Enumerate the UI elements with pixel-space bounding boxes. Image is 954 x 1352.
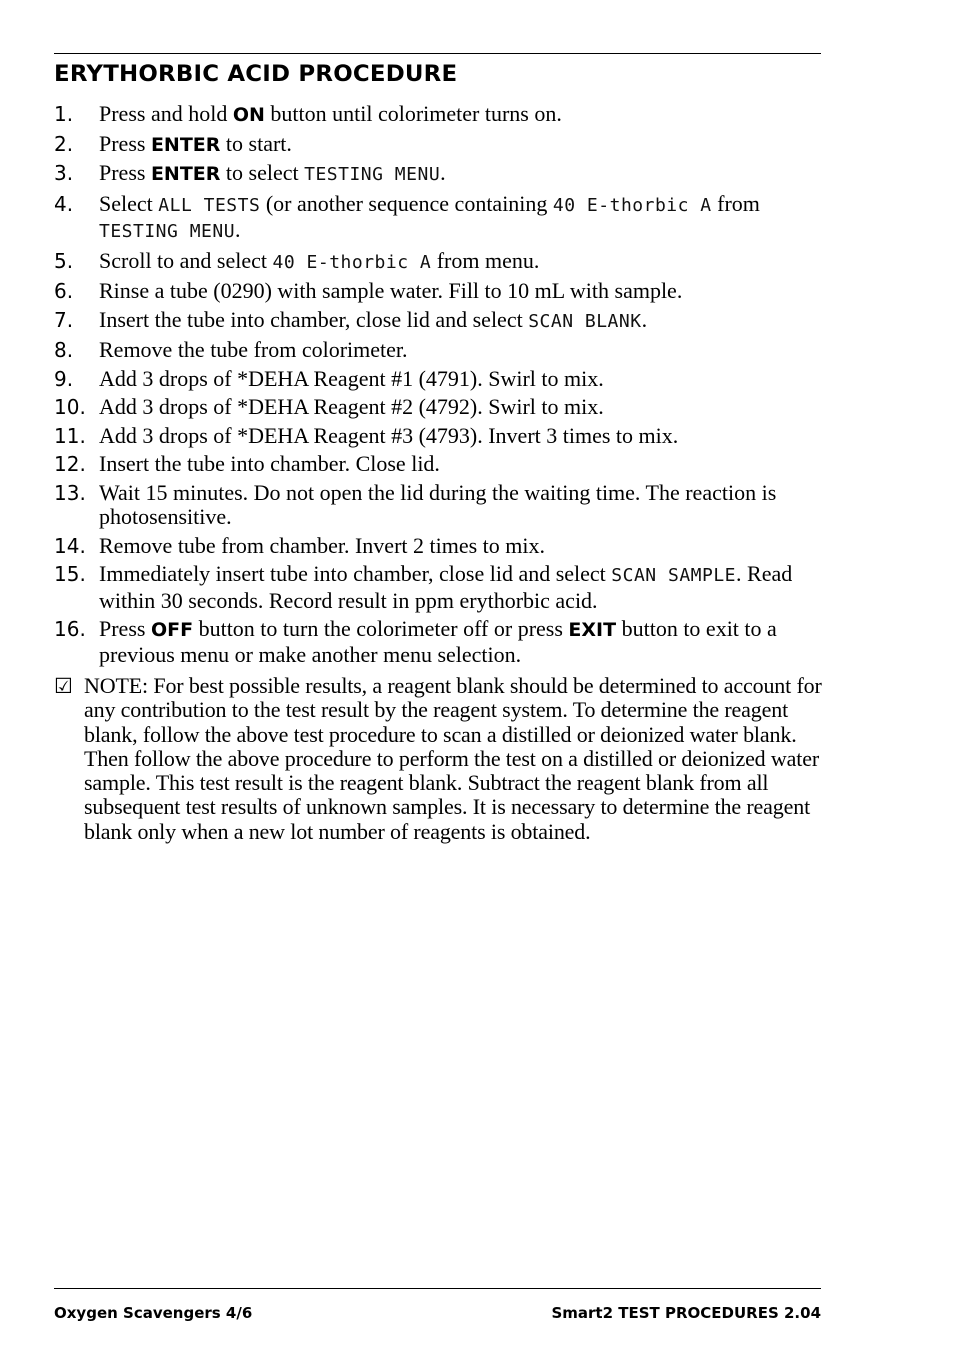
keyword-enter: ENTER (150, 133, 221, 156)
step-3 (54, 159, 824, 190)
step-number: 9. (54, 366, 74, 391)
step-text: Wait 15 minutes. Do not open the lid during the waiting time. The reaction is photosensitive. (99, 479, 777, 529)
step-text: Select ALL TESTS (or another sequence containing 40 E-thorbic A from TESTING MENU. (99, 190, 760, 242)
display-text: 40 E-thorbic A (552, 194, 712, 216)
step-text: Press OFF button to turn the colorimeter off or press EXIT button to exit to a previous menu or make another menu selection. (99, 616, 777, 667)
top-rule (54, 53, 821, 54)
step-text: Add 3 drops of *DEHA Reagent #3 (4793). Invert 3 times to mix. (99, 422, 679, 448)
keyword-enter: ENTER (150, 163, 221, 185)
step-9 (54, 365, 824, 394)
step-text: Scroll to and select 40 E-thorbic A from menu. (99, 247, 540, 273)
display-text: TESTING MENU (304, 164, 441, 185)
step-number: 14. (54, 533, 86, 558)
step-12 (54, 450, 824, 479)
step-6 (54, 277, 824, 306)
checkbox-icon: ☑ (54, 674, 73, 698)
step-text: Press ENTER to start. (99, 130, 292, 156)
step-14 (54, 532, 824, 561)
display-text: ALL TESTS (158, 194, 261, 216)
step-number: 2. (54, 131, 74, 156)
step-5 (54, 247, 824, 278)
step-number: 15. (54, 562, 86, 586)
step-number: 6. (54, 279, 74, 303)
step-number: 5. (54, 248, 74, 273)
footer-document-label: Smart2 TEST PROCEDURES 2.04 (551, 1304, 821, 1322)
keyword-off: OFF (150, 619, 194, 641)
step-number: 13. (54, 480, 86, 505)
step-text: Press and hold ON button until colorimeter turns on. (99, 101, 562, 126)
step-number: 3. (54, 161, 74, 185)
step-text: Add 3 drops of *DEHA Reagent #1 (4791). Swirl to mix. (99, 365, 604, 391)
step-15 (54, 560, 824, 615)
step-13 (54, 479, 824, 532)
step-2 (54, 130, 824, 160)
display-text: SCAN BLANK (528, 310, 642, 332)
step-text: Insert the tube into chamber. Close lid. (99, 451, 440, 476)
step-text: Rinse a tube (0290) with sample water. Fill to 10 mL with sample. (99, 278, 683, 303)
step-number: 16. (54, 617, 86, 641)
note-text: NOTE: For best possible results, a reagent blank should be determined to account for any contribution to the test result by the reagent system. To determine the reagent blank, follow the above test procedure to scan a distilled or deionized water blank. Then follow the above procedure to perform the test on a distilled or deionized water sample. This test result is the reagent blank. Subtract the reagent blank from all subsequent test results of unknown samples. It is necessary to determine the reagent blank only when a new lot number of reagents is obtained. (84, 673, 822, 844)
step-1 (54, 100, 824, 130)
step-8 (54, 336, 824, 365)
step-11 (54, 422, 824, 451)
display-text: TESTING MENU (99, 221, 236, 242)
procedure-steps (54, 100, 824, 669)
display-text: 40 E-thorbic A (272, 251, 432, 273)
note-block (54, 674, 824, 844)
display-text: SCAN SAMPLE (611, 565, 737, 586)
step-number: 8. (54, 338, 74, 362)
step-number: 12. (54, 452, 86, 476)
step-4 (54, 190, 824, 247)
keyword-exit: EXIT (568, 619, 617, 641)
step-text: Immediately insert tube into chamber, close lid and select SCAN SAMPLE. Read within 30 seconds. Record result in ppm erythorbic acid. (99, 561, 793, 613)
step-number: 7. (54, 307, 74, 332)
step-7 (54, 306, 824, 337)
step-text: Add 3 drops of *DEHA Reagent #2 (4792). Swirl to mix. (99, 394, 604, 419)
step-text: Insert the tube into chamber, close lid and select SCAN BLANK. (99, 306, 648, 332)
step-number: 10. (54, 395, 86, 419)
step-number: 4. (54, 191, 74, 216)
step-text: Remove the tube from colorimeter. (99, 337, 408, 362)
step-10 (54, 393, 824, 422)
footer-section-label: Oxygen Scavengers 4/6 (54, 1304, 253, 1322)
step-number: 11. (54, 423, 86, 448)
keyword-on: ON (232, 104, 265, 126)
step-number: 1. (54, 102, 74, 126)
step-text: Remove tube from chamber. Invert 2 times to mix. (99, 532, 546, 558)
page-title: ERYTHORBIC ACID PROCEDURE (54, 62, 458, 87)
step-16 (54, 615, 824, 669)
bottom-rule (54, 1288, 821, 1289)
step-text: Press ENTER to select TESTING MENU. (99, 160, 446, 185)
